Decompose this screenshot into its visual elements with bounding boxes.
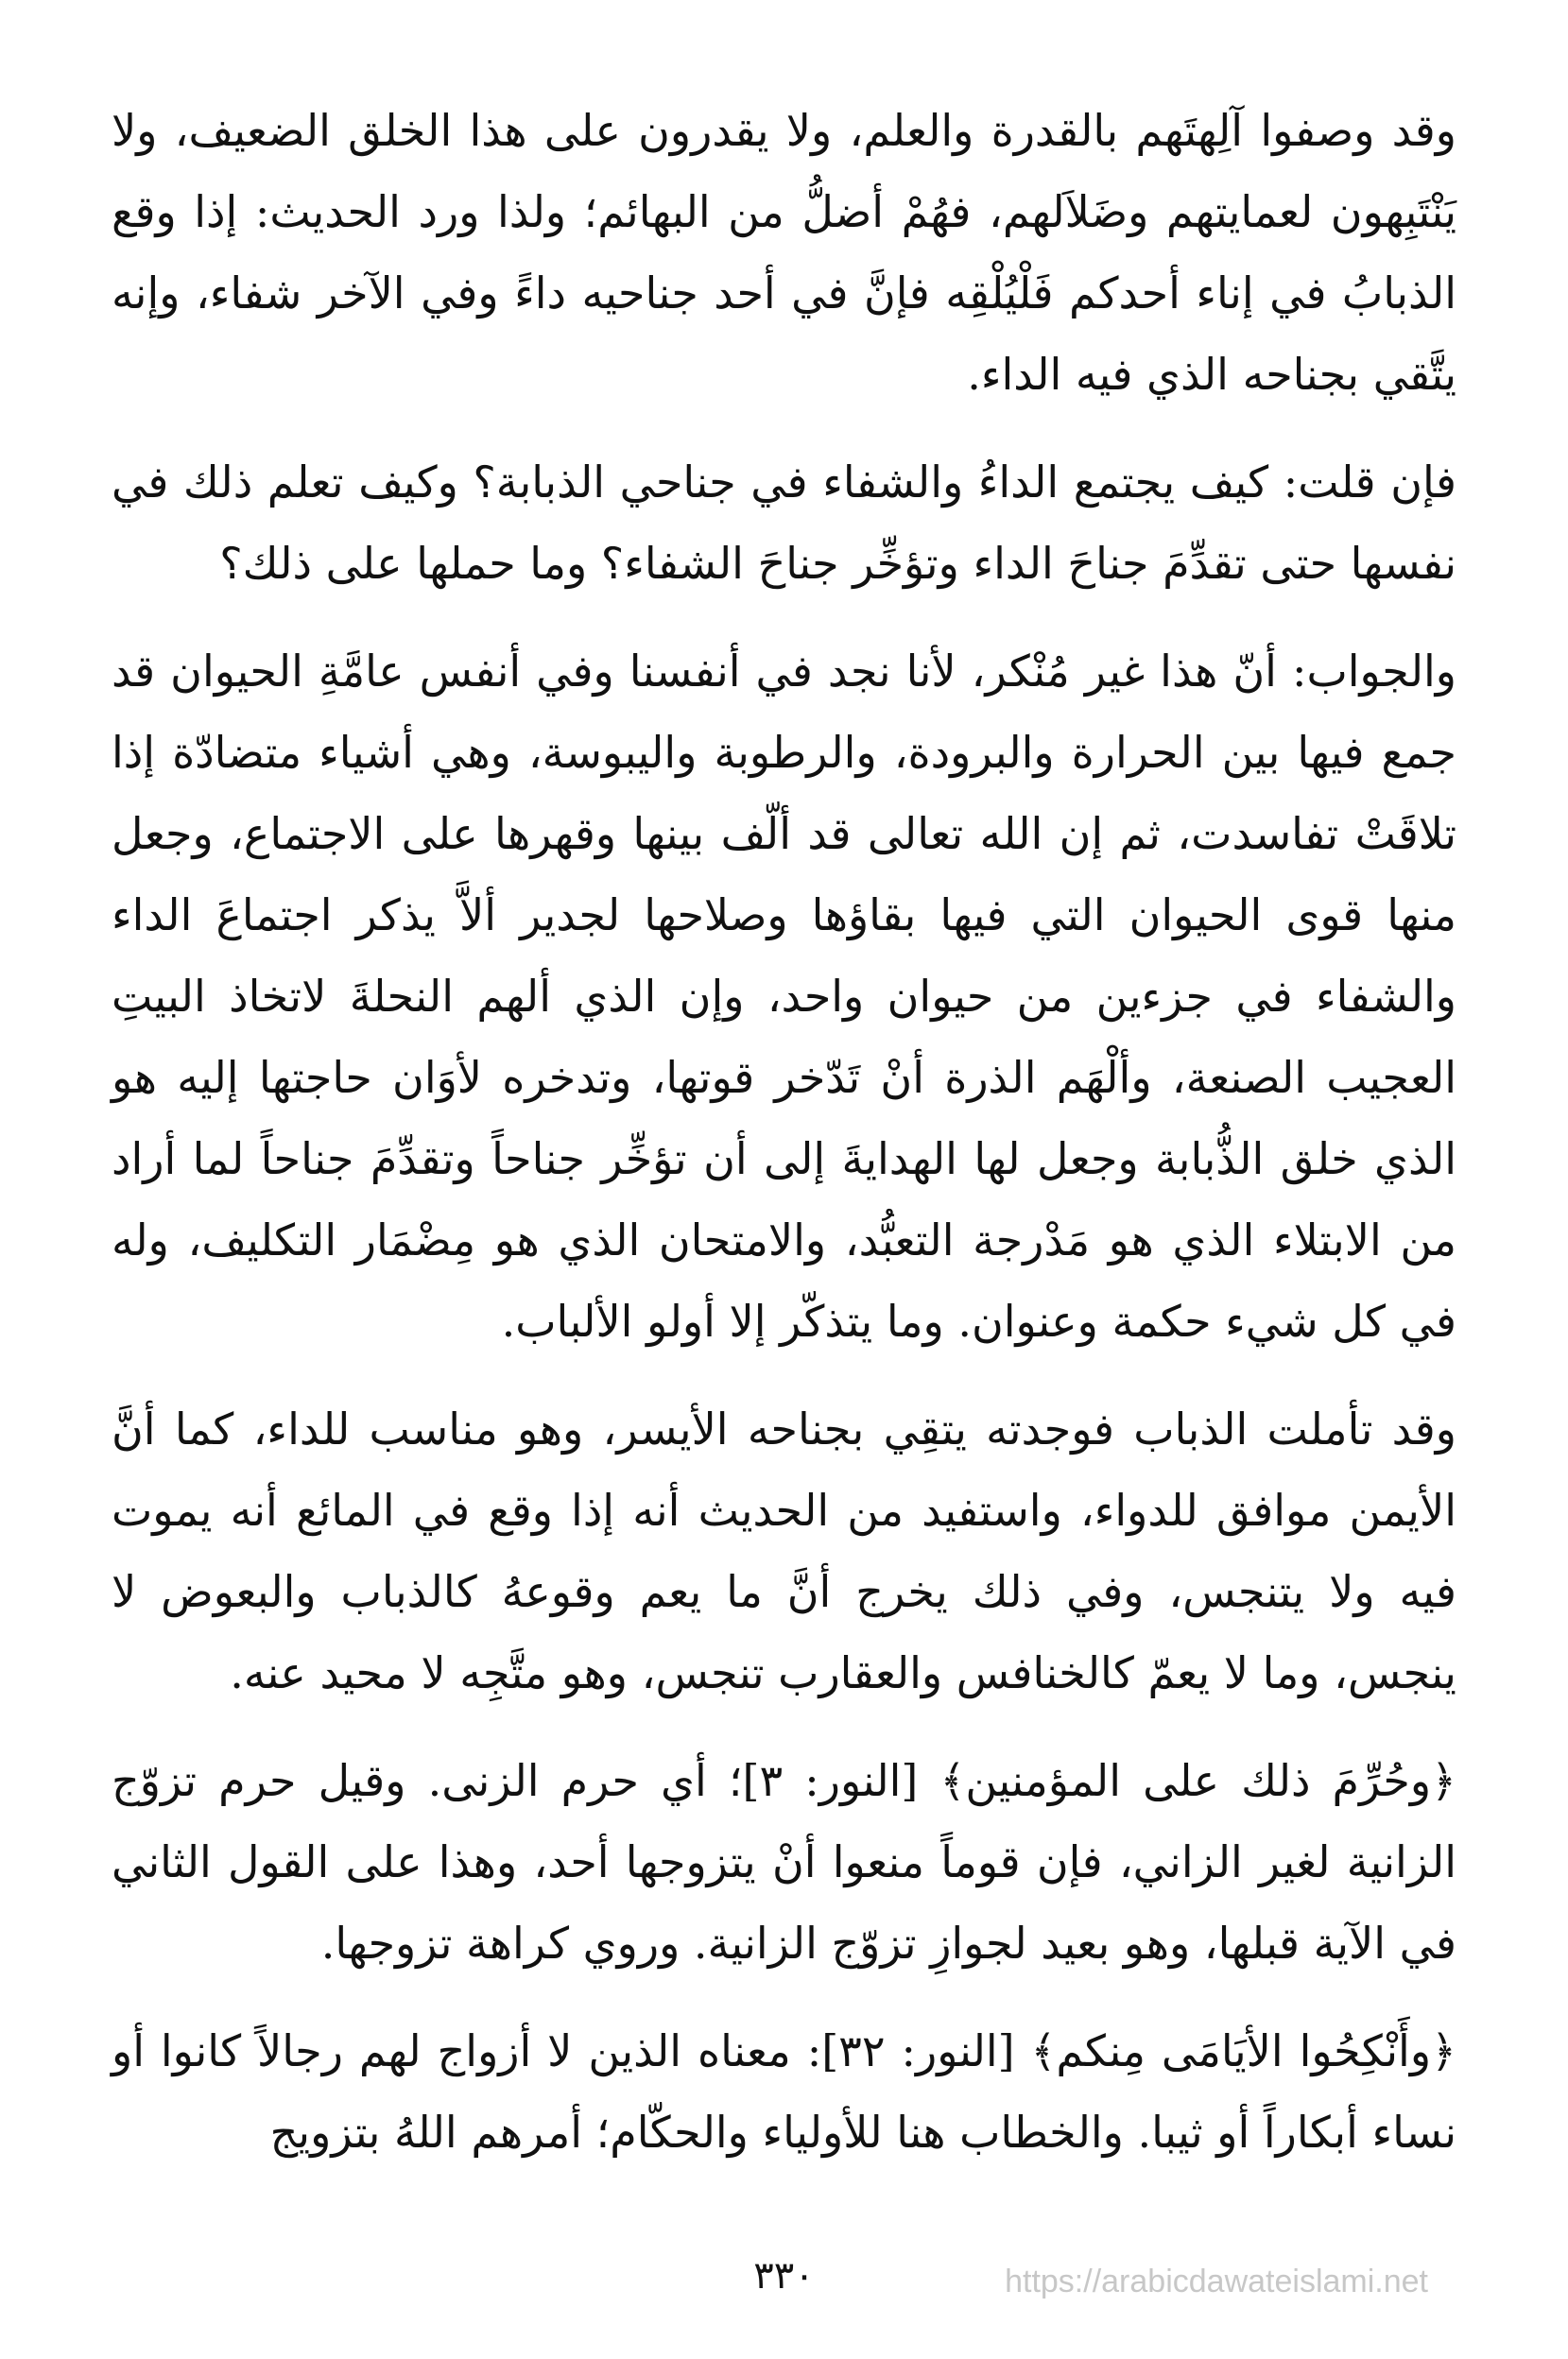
- paragraph-1: وقد وصفوا آلِهتَهم بالقدرة والعلم، ولا يقدرون على هذا الخلق الضعيف، ولا يَنْتَبِهون لعمايتهم وضَلاَلهم، فهُمْ أضلُّ من البهائم؛ ولذا ورد الحديث: إذا وقع الذبابُ في إناء أحدكم فَلْيُلْقِه فإنَّ في أحد جناحيه داءً وفي الآخر شفاء، وإنه يتَّقي بجناحه الذي فيه الداء.: [112, 105, 1456, 400]
- paragraph-5: ﴿وحُرِّمَ ذلك على المؤمنين﴾ [النور: ٣]؛ أي حرم الزنى. وقيل حرم تزوّج الزانية لغير الزاني، فإن قوماً منعوا أنْ يتزوجها أحد، وهذا على القول الثاني في الآية قبلها، وهو بعيد لجوازِ تزوّج الزانية. وروي كراهة تزوجها.: [112, 1755, 1456, 1969]
- paragraph-2: فإن قلت: كيف يجتمع الداءُ والشفاء في جناحي الذبابة؟ وكيف تعلم ذلك في نفسها حتى تقدِّمَ جناحَ الداء وتؤخِّر جناحَ الشفاء؟ وما حملها على ذلك؟: [112, 456, 1456, 589]
- paragraph-3: والجواب: أنّ هذا غير مُنْكر، لأنا نجد في أنفسنا وفي أنفس عامَّةِ الحيوان قد جمع فيها بين الحرارة والبرودة، والرطوبة واليبوسة، وهي أشياء متضادّة إذا تلاقَتْ تفاسدت، ثم إن الله تعالى قد ألّف بينها وقهرها على الاجتماع، وجعل منها قوى الحيوان التي فيها بقاؤها وصلاحها لجدير ألاَّ يذكر اجتماعَ الداء والشفاء في جزءين من حيوان واحد، وإن الذي ألهم النحلةَ لاتخاذ البيتِ العجيب الصنعة، وألْهَم الذرة أنْ تَدّخر قوتها، وتدخره لأوَان حاجتها إليه هو الذي خلق الذُّبابة وجعل لها الهدايةَ إلى أن تؤخِّر جناحاً وتقدِّمَ جناحاً لما أراد من الابتلاء الذي هو مَدْرجة التعبُّد، والامتحان الذي هو مِضْمَار التكليف، وله في كل شيء حكمة وعنوان. وما يتذكّر إلا أولو الألباب.: [112, 646, 1457, 1347]
- body-text: [112, 90, 1456, 2199]
- paragraph-4: وقد تأملت الذباب فوجدته يتقِي بجناحه الأيسر، وهو مناسب للداء، كما أنَّ الأيمن موافق للدواء، واستفيد من الحديث أنه إذا وقع في المائع أنه يموت فيه ولا يتنجس، وفي ذلك يخرج أنَّ ما يعم وقوعهُ كالذباب والبعوض لا ينجس، وما لا يعمّ كالخنافس والعقارب تنجس، وهو متَّجِه لا محيد عنه.: [112, 1403, 1456, 1698]
- page-number: ٣٣٠: [753, 2254, 815, 2298]
- paragraph-6: ﴿وأَنْكِحُوا الأيَامَى مِنكم﴾ [النور: ٣٢]: معناه الذين لا أزواج لهم رجالاً كانوا أو نساء أبكاراً أو ثيبا. والخطاب هنا للأولياء والحكّام؛ أمرهم اللهُ بتزويج: [112, 2025, 1456, 2158]
- watermark-url: https://arabicdawateislami.net: [1005, 2264, 1428, 2299]
